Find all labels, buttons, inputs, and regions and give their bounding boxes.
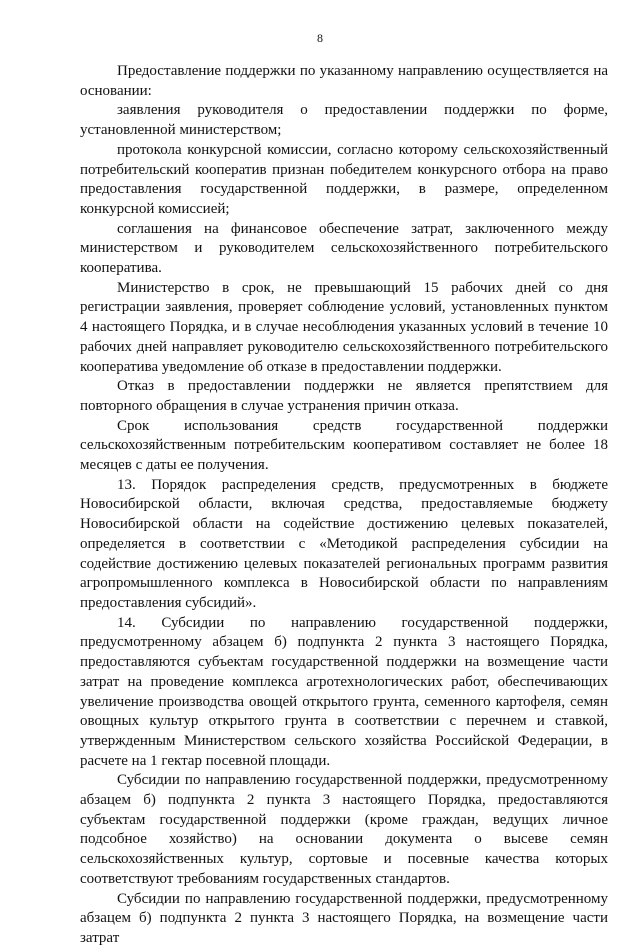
document-body	[80, 62, 608, 949]
paragraph-commission-protocol: протокола конкурсной комиссии, согласно которому сельскохозяйственный потребительский кооператив признан победителем конкурсного отбора на право предоставления государственной поддержки, в размере, определенном конкурсной комиссией;	[80, 141, 608, 217]
paragraph-refusal: Отказ в предоставлении поддержки не является препятствием для повторного обращения в случае устранения причин отказа.	[80, 378, 608, 414]
paragraph-ministry-review: Министерство в срок, не превышающий 15 рабочих дней со дня регистрации заявления, проверяет соблюдение условий, установленных пунктом 4 настоящего Порядка, и в случае несоблюдения указанных условий в течение 10 рабочих дней направляет руководителю сельскохозяйственного потребительского кооператива уведомление об отказе в предоставлении поддержки.	[80, 279, 608, 375]
paragraph-subsidy-seed-document: Субсидии по направлению государственной поддержки, предусмотренному абзацем б) подпункта 2 пункта 3 настоящего Порядка, предоставляются субъектам государственной поддержки (кроме граждан, ведущих личное подсобное хозяйство) на основании документа о высеве семян сельскохозяйственных культур, сортовые и посевные качества которых соответствуют требованиям государственных стандартов.	[80, 772, 608, 887]
paragraph-funding-agreement: соглашения на финансовое обеспечение затрат, заключенного между министерством и руководителем сельскохозяйственного потребительского кооператива.	[80, 220, 608, 277]
paragraph-subsidy-costs: Субсидии по направлению государственной поддержки, предусмотренному абзацем б) подпункта 2 пункта 3 настоящего Порядка, на возмещение части затрат	[80, 890, 608, 946]
page-number: 8	[317, 31, 323, 45]
paragraph-section-13: 13. Порядок распределения средств, предусмотренных в бюджете Новосибирской области, включая средства, предоставляемые бюджету Новосибирской области на содействие достижению целевых показателей, определяется в соответствии с «Методикой распределения субсидии на содействие достижению целевых показателей региональных программ развития агропромышленного комплекса в Новосибирской области по направлениям предоставления субсидий».	[80, 476, 608, 611]
paragraph-basis-intro: Предоставление поддержки по указанному направлению осуществляется на основании:	[80, 63, 608, 99]
paragraph-application: заявления руководителя о предоставлении поддержки по форме, установленной министерством;	[80, 102, 608, 139]
paragraph-section-14: 14. Субсидии по направлению государственной поддержки, предусмотренному абзацем б) подпункта 2 пункта 3 настоящего Порядка, предоставляются субъектам государственной поддержки на возмещение части затрат на проведение комплекса агротехнологических работ, обеспечивающих увеличение производства овощей открытого грунта, семенного картофеля, семян овощных культур открытого грунта в соответствии с перечнем и ставкой, утвержденным Министерством сельского хозяйства Российской Федерации, в расчете на 1 гектар посевной площади.	[80, 614, 608, 769]
paragraph-usage-term: Срок использования средств государственной поддержки сельскохозяйственным потребительским кооперативом составляет не более 18 месяцев с даты ее получения.	[80, 417, 608, 474]
